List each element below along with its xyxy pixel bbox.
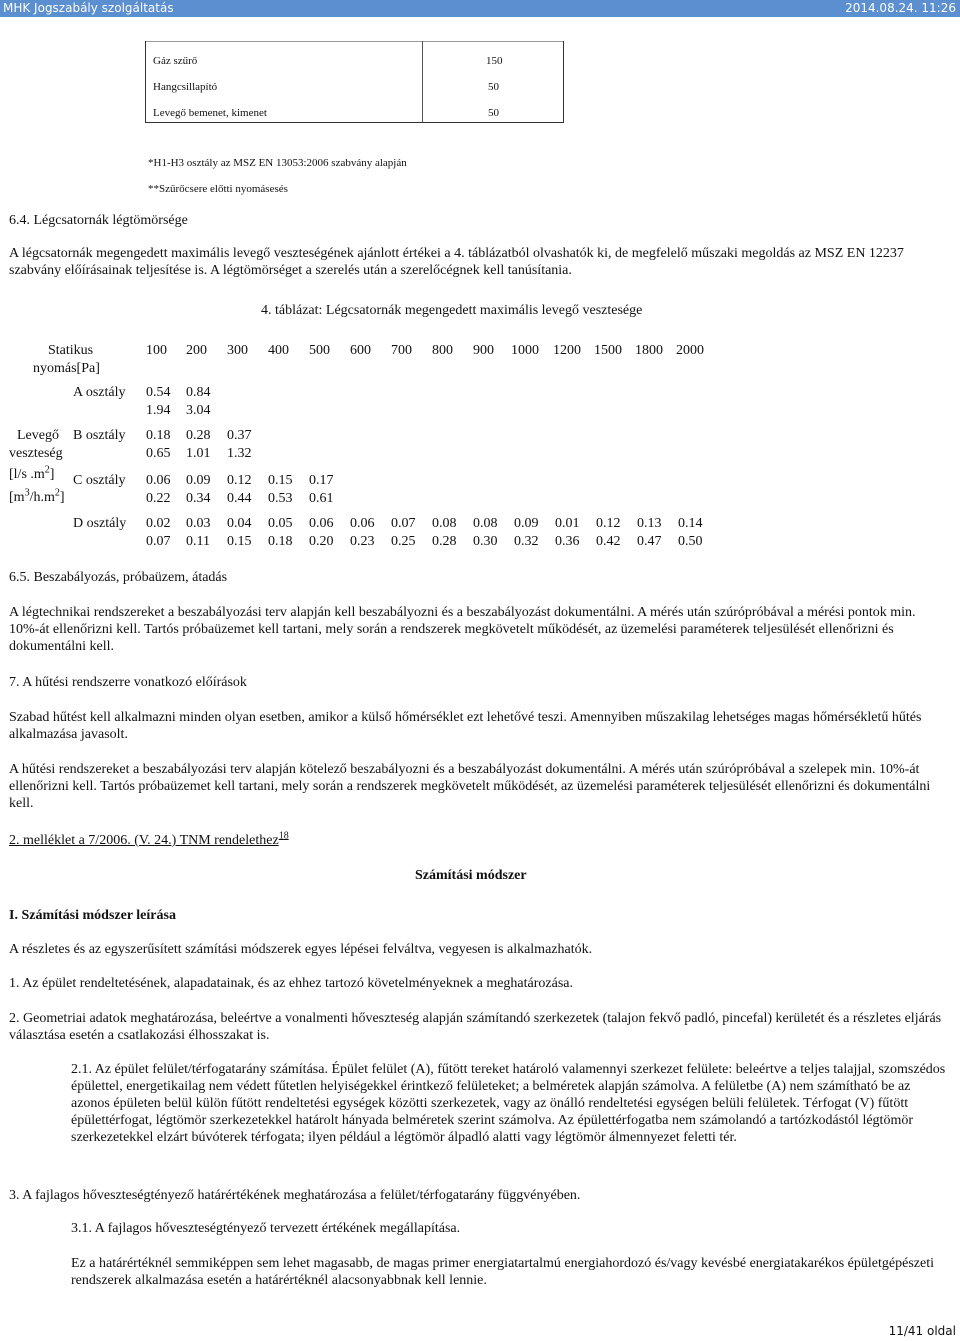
value-cell: 0.09	[514, 516, 539, 531]
value-cell: 1.32	[227, 446, 252, 461]
value-cell: 0.04	[227, 516, 252, 531]
pressure-cell: 200	[186, 343, 207, 358]
center-title: Számítási módszer	[415, 868, 527, 883]
value-cell: 0.08	[473, 516, 498, 531]
section-heading: 6.5. Beszabályozás, próbaüzem, átadás	[9, 570, 228, 585]
value-cell: 0.61	[309, 491, 334, 506]
value-cell: 0.32	[514, 534, 539, 549]
value-cell: 3.04	[186, 403, 211, 418]
value-cell: 0.44	[227, 491, 252, 506]
paragraph: 3. A fajlagos hőveszteségtényező határértékének meghatározása a felület/térfogatarány függvényében.	[9, 1188, 581, 1203]
pressure-cell: 400	[268, 343, 289, 358]
table-caption: 4. táblázat: Légcsatornák megengedett maximális levegő vesztesége	[261, 303, 643, 318]
gas-row-value: 50	[488, 81, 499, 93]
value-cell: 0.08	[432, 516, 457, 531]
value-cell: 1.01	[186, 446, 211, 461]
pressure-cell: 1200	[553, 343, 581, 358]
paragraph: A légcsatornák megengedett maximális levegő veszteségének ajánlott értékei a 4. táblázatból olvashatók ki, de megfelelő műszaki megoldás az MSZ EN 12237 szabvány előírásainak teljesítése is. A légtömörséget a szerelés után a szerelőcégnek kell tanúsítania.	[9, 246, 904, 278]
pressure-header-row	[0, 342, 960, 360]
pressure-cell: 100	[146, 343, 167, 358]
paragraph: 1. Az épület rendeltetésének, alapadatainak, és az ehhez tartozó követelményeknek a meghatározása.	[9, 976, 573, 991]
value-cell: 1.94	[146, 403, 171, 418]
value-cell: 0.15	[268, 473, 293, 488]
gas-row-label: Gáz szűrő	[153, 55, 198, 67]
class-label: C osztály	[73, 473, 126, 488]
value-cell: 0.12	[227, 473, 252, 488]
pressure-cell: 700	[391, 343, 412, 358]
table-note: **Szűrőcsere előtti nyomásesés	[148, 183, 288, 195]
section-heading: 7. A hűtési rendszerre vonatkozó előírások	[9, 675, 247, 690]
paragraph: A hűtési rendszereket a beszabályozási terv alapján kötelező beszabályozni és a beszabályozást dokumentálni. A mérés után szúrópróbával a szelepek min. 10%-át ellenőrizni kell. Tartós próbaüzemet kell tartani, mely során a rendszerek megkövetelt működését, az üzemelési paraméterek teljesülését ellenőrizni és dokumentálni kell.	[9, 762, 931, 811]
value-cell: 0.50	[678, 534, 703, 549]
gas-row-label: Hangcsillapító	[153, 81, 218, 93]
value-cell: 0.03	[186, 516, 211, 531]
value-cell: 0.20	[309, 534, 334, 549]
page-number: 11/41 oldal	[888, 1324, 956, 1338]
value-cell: 0.13	[637, 516, 662, 531]
gas-row-label: Levegő bemenet, kimenet	[153, 107, 267, 119]
table-note: *H1-H3 osztály az MSZ EN 13053:2006 szabvány alapján	[148, 157, 407, 169]
pressure-cell: 1500	[594, 343, 622, 358]
paragraph: A részletes és az egyszerűsített számítási módszerek egyes lépései felváltva, vegyesen is alkalmazhatók.	[9, 942, 593, 957]
pressure-cell: 1000	[511, 343, 539, 358]
pressure-cell: 600	[350, 343, 371, 358]
paragraph: Ez a határértéknél semmiképpen sem lehet magasabb, de magas primer energiatartalmú energiahordozó és/vagy kevésbé energiatakarékos épületgépészeti rendszerek alkalmazása esetén a határértéknél alacsonyabbnak kell lennie.	[71, 1256, 934, 1288]
value-cell: 0.25	[391, 534, 416, 549]
value-cell: 0.02	[146, 516, 171, 531]
value-cell: 0.23	[350, 534, 375, 549]
value-cell: 0.37	[227, 428, 252, 443]
value-cell: 0.06	[350, 516, 375, 531]
value-cell: 0.18	[146, 428, 171, 443]
value-cell: 0.17	[309, 473, 334, 488]
pressure-cell: 800	[432, 343, 453, 358]
pressure-cell: 2000	[676, 343, 704, 358]
gas-row-value: 50	[488, 107, 499, 119]
paragraph: 2. Geometriai adatok meghatározása, beleértve a vonalmenti hőveszteség alapján számítandó szerkezetek (talajon fekvő padló, pincefal) kerületét és a részletes eljárás választása esetén a csatlakozási élhosszakat is.	[9, 1011, 942, 1043]
header-label: Statikus	[48, 343, 94, 358]
value-cell: 0.15	[227, 534, 252, 549]
unit-label: [l/s $.m^2$]	[9, 464, 55, 482]
gas-table	[145, 41, 564, 123]
value-cell: 0.28	[432, 534, 457, 549]
value-cell: 0.09	[186, 473, 211, 488]
paragraph: A légtechnikai rendszereket a beszabályozási terv alapján kell beszabályozni és a beszabályozást dokumentálni. A mérés után szúrópróbával a mérési pontok min. 10%-át ellenőrizni kell. Tartós próbaüzemet kell tartani, mely során a rendszerek megkövetelt működését, az üzemelési paraméterek teljesülését ellenőrizni és dokumentálni kell.	[9, 605, 916, 654]
value-cell: 0.11	[186, 534, 210, 549]
pressure-cell: 500	[309, 343, 330, 358]
paragraph: 2.1. Az épület felület/térfogatarány számítása. Épület felület (A), fűtött tereket határoló valamennyi szerkezet felülete: beleértve a teljes talajjal, szomszédos épülettel, energetikailag nem védett fűtetlen helyiségekkel érintkező felületeket; a belméretek alapján számolva. A felületbe (A) nem számítható be az azonos épületen belül külön fűtött rendeltetési egységek közötti szerkezetek, vagy az önálló rendeltetési egységen belüli felületek. Térfogat (V) fűtött épülettérfogat, légtömör szerkezetekkel határolt hányada belméretek szerint számolva. Az épülettérfogatba nem számolandó a tartózkodástól légtömör szerkezetekkel elzárt búvóterek térfogata; ilyen például a légtömör álpadló alatti vagy légtömör álmennyezet feletti tér.	[71, 1062, 946, 1145]
value-cell: 0.01	[555, 516, 580, 531]
unit-label: $[m^3/h.m^2]$	[9, 487, 65, 505]
class-label: D osztály	[73, 516, 127, 531]
value-cell: 0.12	[596, 516, 621, 531]
value-cell: 0.53	[268, 491, 293, 506]
section-heading: I. Számítási módszer leírása	[9, 908, 176, 923]
class-label: B osztály	[73, 428, 126, 443]
gas-row-value: 150	[486, 55, 503, 67]
row-group-label: veszteség	[9, 446, 63, 461]
value-cell: 0.06	[309, 516, 334, 531]
row-group-label: Levegő	[17, 428, 59, 443]
value-cell: 0.07	[146, 534, 171, 549]
app-title: MHK Jogszabály szolgáltatás	[3, 1, 174, 15]
paragraph: 3.1. A fajlagos hőveszteségtényező tervezett értékének megállapítása.	[71, 1221, 461, 1236]
header-bar	[0, 0, 960, 17]
value-cell: 0.65	[146, 446, 171, 461]
value-cell: 0.36	[555, 534, 580, 549]
paragraph: Szabad hűtést kell alkalmazni minden olyan esetben, amikor a külső hőmérséklet ezt lehetővé teszi. Amennyiben műszakilag lehetséges magas hőmérsékletű hűtés alkalmazása javasolt.	[9, 710, 922, 742]
value-cell: 0.30	[473, 534, 498, 549]
value-cell: 0.22	[146, 491, 171, 506]
header-label: nyomás[Pa]	[33, 361, 100, 376]
value-cell: 0.06	[146, 473, 171, 488]
value-cell: 0.18	[268, 534, 293, 549]
annex-link[interactable]: 2. melléklet a 7/2006. (V. 24.) TNM rendelethez$^{18}$	[9, 830, 289, 848]
value-cell: 0.84	[186, 385, 211, 400]
class-label: A osztály	[73, 385, 126, 400]
value-cell: 0.14	[678, 516, 703, 531]
pressure-cell: 1800	[635, 343, 663, 358]
pressure-cell: 300	[227, 343, 248, 358]
footnote-ref[interactable]: 18	[278, 830, 289, 842]
value-cell: 0.07	[391, 516, 416, 531]
value-cell: 0.54	[146, 385, 171, 400]
header-datetime: 2014.08.24. 11:26	[845, 1, 956, 15]
section-heading: 6.4. Légcsatornák légtömörsége	[9, 213, 188, 228]
value-cell: 0.28	[186, 428, 211, 443]
value-cell: 0.05	[268, 516, 293, 531]
value-cell: 0.34	[186, 491, 211, 506]
value-cell: 0.47	[637, 534, 662, 549]
pressure-cell: 900	[473, 343, 494, 358]
value-cell: 0.42	[596, 534, 621, 549]
